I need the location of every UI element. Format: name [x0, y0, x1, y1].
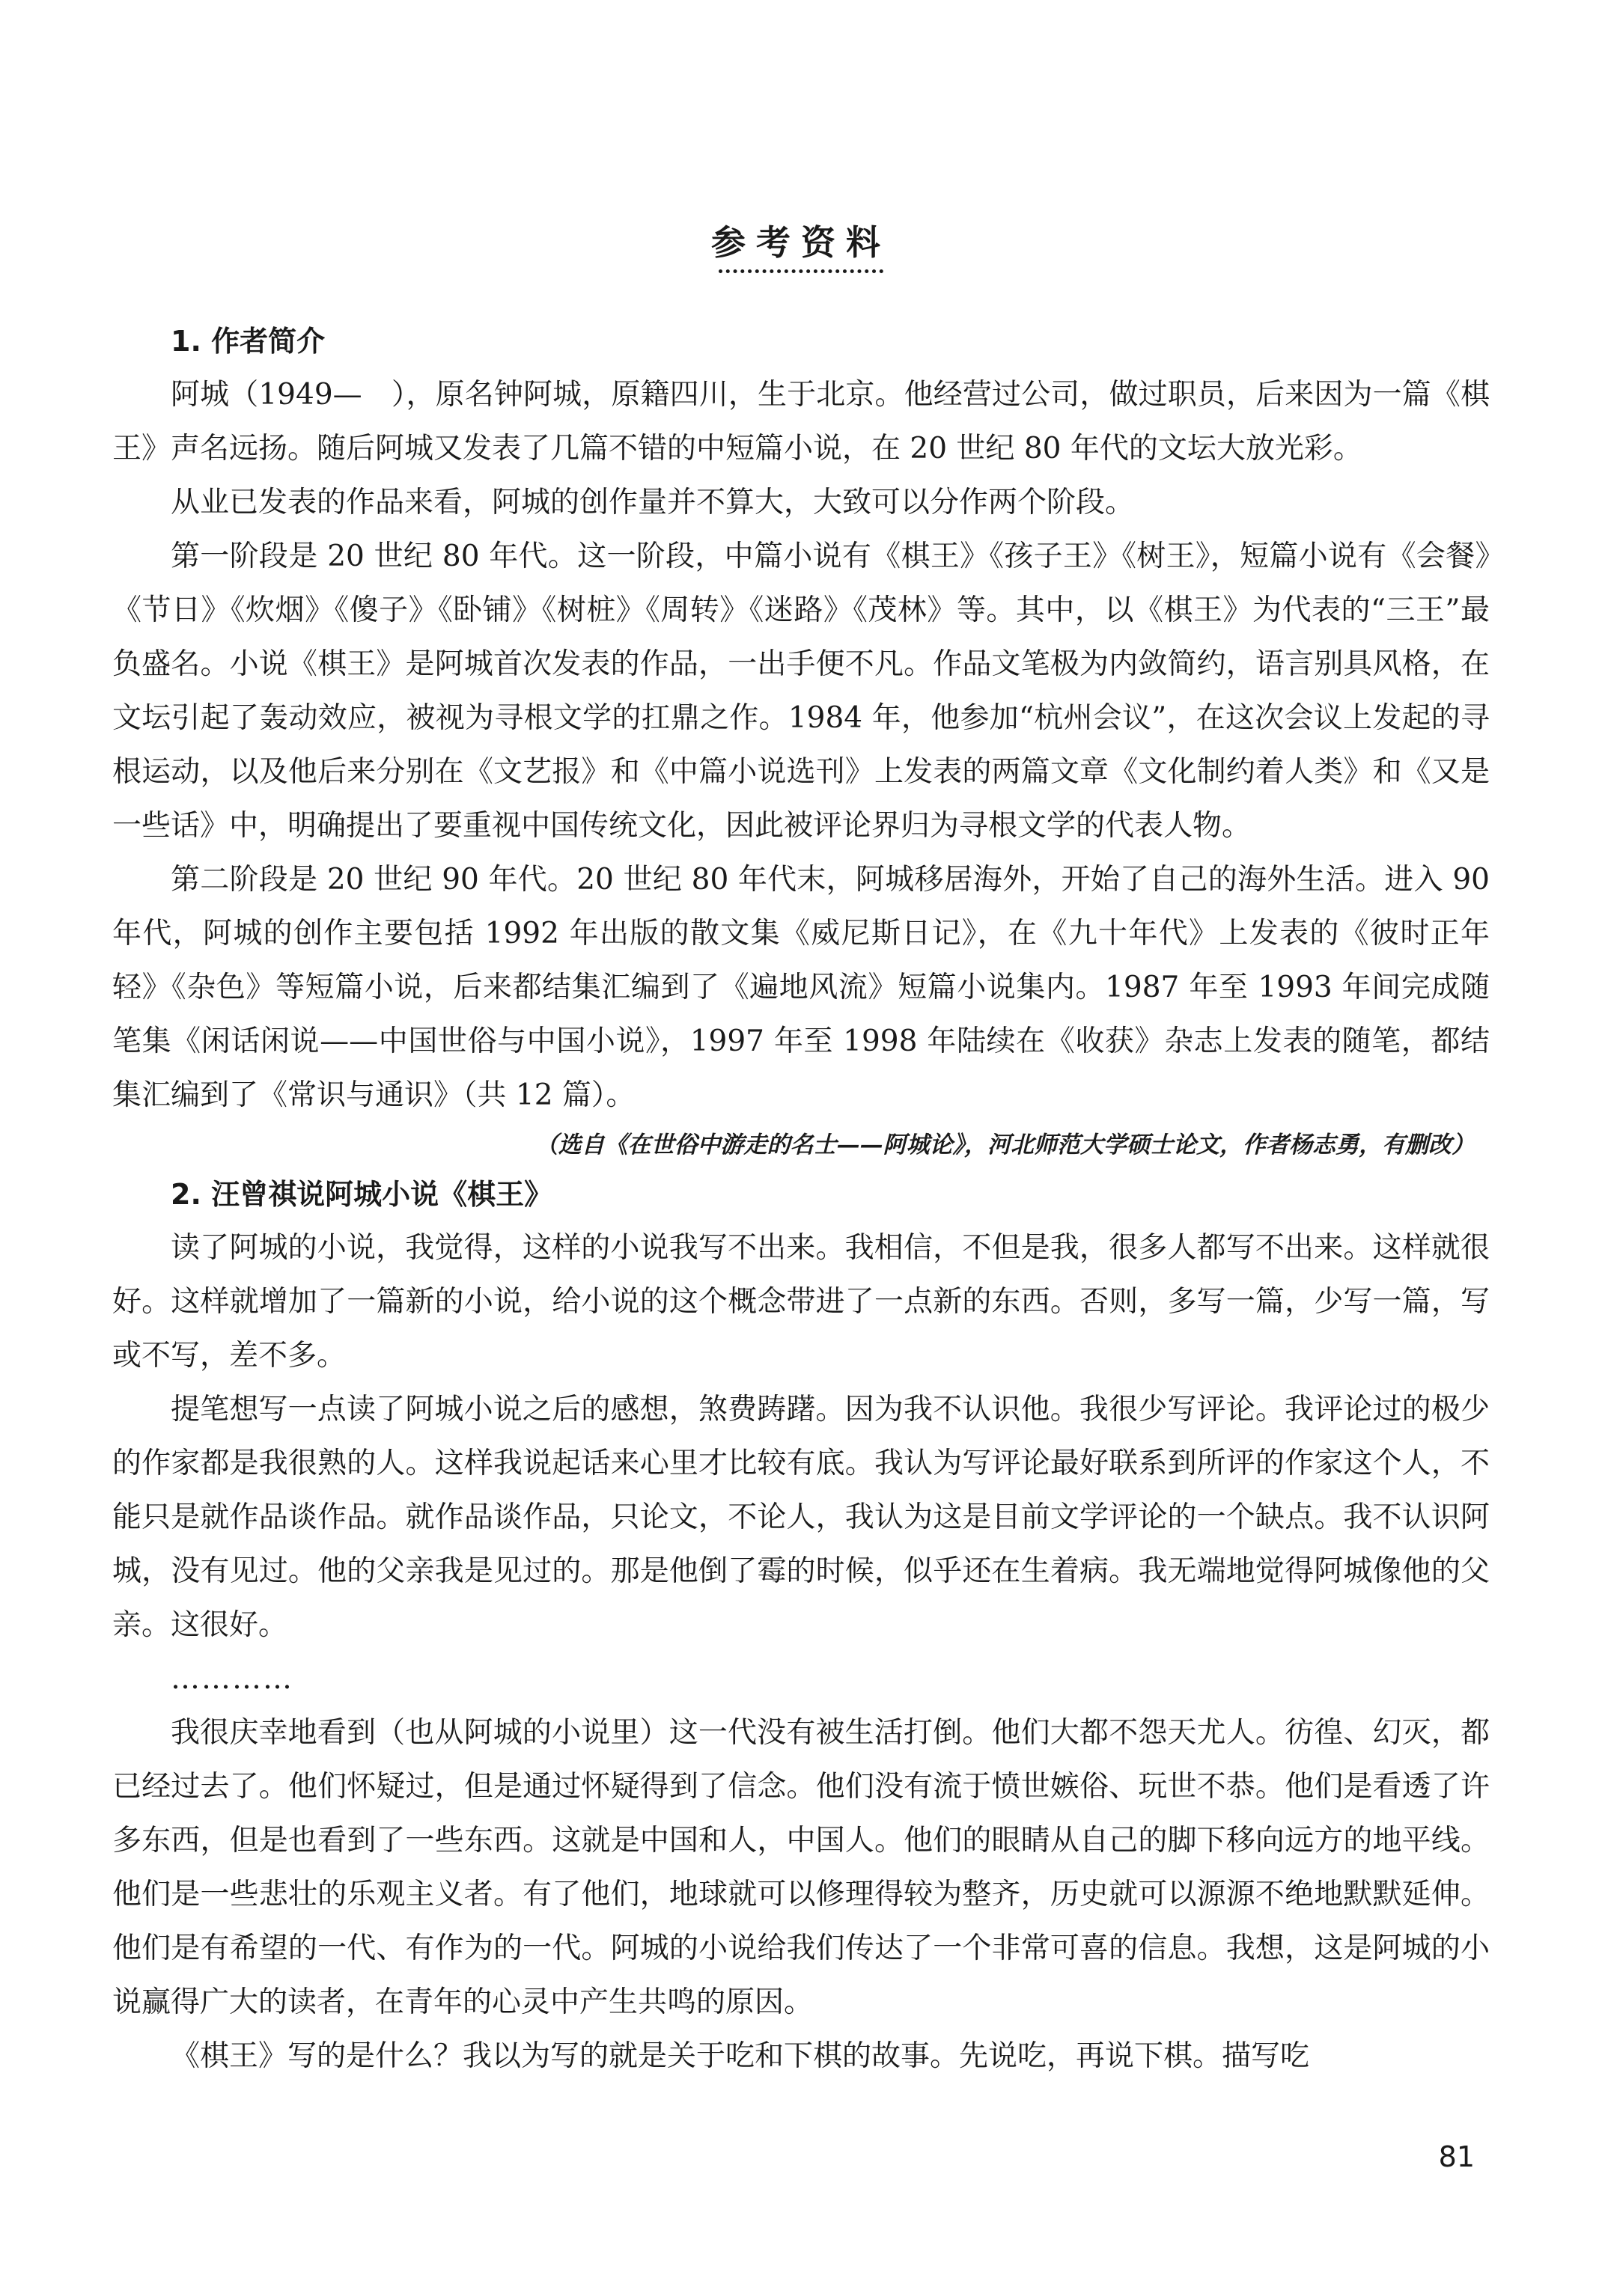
paragraph: 我很庆幸地看到（也从阿城的小说里）这一代没有被生活打倒。他们大都不怨天尤人。彷徨、幻灭，都已经过去了。他们怀疑过，但是通过怀疑得到了信念。他们没有流于愤世嫉俗、玩世不恭。他们是看透了许多东西，但是也看到了一些东西。这就是中国和人，中国人。他们的眼睛从自己的脚下移向远方的地平线。他们是一些悲壮的乐观主义者。有了他们，地球就可以修理得较为整齐，历史就可以源源不绝地默默延伸。他们是有希望的一代、有作为的一代。阿城的小说给我们传达了一个非常可喜的信息。我想，这是阿城的小说赢得广大的读者，在青年的心灵中产生共鸣的原因。 — [112, 1716, 1490, 2019]
document-content — [112, 314, 1490, 2083]
paragraph: 阿城（1949— ），原名钟阿城，原籍四川，生于北京。他经营过公司，做过职员，后来因为一篇《棋王》声名远扬。随后阿城又发表了几篇不错的中短篇小说，在 20 世纪 80 年代的文坛大放光彩。 — [112, 378, 1490, 465]
paragraph: 《棋王》写的是什么？我以为写的就是关于吃和下棋的故事。先说吃，再说下棋。描写吃 — [171, 2039, 1310, 2073]
section-heading-author: 1. 作者简介 — [171, 325, 326, 358]
section-heading-wang-zengqi: 2. 汪曾祺说阿城小说《棋王》 — [171, 1178, 553, 1211]
paragraph: 提笔想写一点读了阿城小说之后的感想，煞费踌躇。因为我不认识他。我很少写评论。我评论过的极少的作家都是我很熟的人。这样我说起话来心里才比较有底。我认为写评论最好联系到所评的作家这个人，不能只是就作品谈作品。就作品谈作品，只论文，不论人，我认为这是目前文学评论的一个缺点。我不认识阿城，没有见过。他的父亲我是见过的。那是他倒了霉的时候，似乎还在生着病。我无端地觉得阿城像他的父亲。这很好。 — [112, 1393, 1490, 1642]
paragraph: 从业已发表的作品来看，阿城的创作量并不算大，大致可以分作两个阶段。 — [171, 486, 1135, 519]
title-dotted-underline — [719, 269, 883, 273]
page-number: 81 — [1438, 2140, 1475, 2173]
paragraph: 第二阶段是 20 世纪 90 年代。20 世纪 80 年代末，阿城移居海外，开始了自己的海外生活。进入 90 年代，阿城的创作主要包括 1992 年出版的散文集《威尼斯日记》，在《九十年代》上发表的《彼时正年轻》《杂色》等短篇小说，后来都结集汇编到了《遍地风流》短篇小说集内。1987 年至 1993 年间完成随笔集《闲话闲说——中国世俗与中国小说》，1997 年至 1998 年陆续在《收获》杂志上发表的随笔，都结集汇编到了《常识与通识》（共 12 篇）。 — [112, 863, 1490, 1112]
page-title — [112, 216, 1490, 273]
paragraph: 读了阿城的小说，我觉得，这样的小说我写不出来。我相信，不但是我，很多人都写不出来。这样就很好。这样就增加了一篇新的小说，给小说的这个概念带进了一点新的东西。否则，多写一篇，少写一篇，写或不写，差不多。 — [112, 1231, 1490, 1373]
page-title-text: 参考资料 — [711, 222, 891, 263]
source-citation: （选自《在世俗中游走的名士——阿城论》，河北师范大学硕士论文，作者杨志勇，有删改） — [534, 1132, 1475, 1158]
paragraph: 第一阶段是 20 世纪 80 年代。这一阶段，中篇小说有《棋王》《孩子王》《树王》，短篇小说有《会餐》《节日》《炊烟》《傻子》《卧铺》《树桩》《周转》《迷路》《茂林》等。其中，以《棋王》为代表的“三王”最负盛名。小说《棋王》是阿城首次发表的作品，一出手便不凡。作品文笔极为内敛简约，语言别具风格，在文坛引起了轰动效应，被视为寻根文学的扛鼎之作。1984 年，他参加“杭州会议”，在这次会议上发起的寻根运动，以及他后来分别在《文艺报》和《中篇小说选刊》上发表的两篇文章《文化制约着人类》和《又是一些话》中，明确提出了要重视中国传统文化，因此被评论界归为寻根文学的代表人物。 — [112, 540, 1490, 843]
ellipsis: ………… — [171, 1662, 293, 1696]
